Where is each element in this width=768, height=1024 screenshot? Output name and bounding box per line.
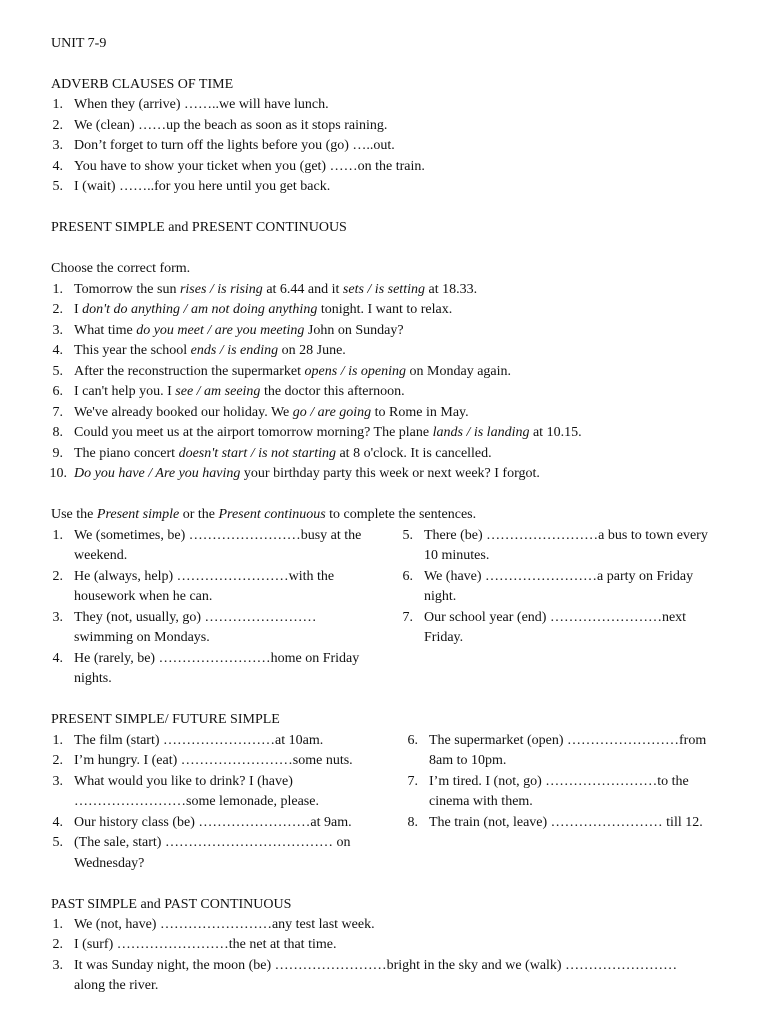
item-text: The train (not, leave) …………………… till 12. xyxy=(429,815,703,830)
item-text: We (have) ……………………a party on Friday xyxy=(424,569,694,584)
item-text: What time do you meet / are you meeting John on Sunday? xyxy=(74,323,404,338)
item-text: We (sometimes, be) ……………………busy at the xyxy=(74,528,362,543)
item-number: 6. xyxy=(52,384,63,399)
choice-text: opens / is opening xyxy=(304,364,407,379)
item-number: 3. xyxy=(52,138,63,153)
item-number: 5. xyxy=(402,528,413,543)
item-text-cont: along the river. xyxy=(74,978,159,993)
item-text: The piano concert doesn't start / is not starting at 8 o'clock. It is cancelled. xyxy=(74,446,492,461)
item-number: 2. xyxy=(52,937,63,952)
choice-text: do you meet / are you meeting xyxy=(136,323,305,338)
section-heading-present-simple-continuous: PRESENT SIMPLE and PRESENT CONTINUOUS xyxy=(51,220,347,235)
item-text-cont: nights. xyxy=(74,671,112,686)
item-number: 4. xyxy=(52,159,63,174)
item-text-cont: cinema with them. xyxy=(429,794,533,809)
choice-text: don't do anything / am not doing anything xyxy=(82,302,318,317)
item-text: The supermarket (open) ……………………from xyxy=(429,733,707,748)
instruction-choose: Choose the correct form. xyxy=(51,261,191,276)
item-number: 6. xyxy=(402,569,413,584)
item-number: 5. xyxy=(52,364,63,379)
item-number: 7. xyxy=(52,405,63,420)
item-number: 1. xyxy=(52,282,63,297)
item-text: It was Sunday night, the moon (be) ……………………bright in the sky and we (walk) …………………… xyxy=(74,958,678,973)
choice-text: rises / is rising xyxy=(179,282,263,297)
item-number: 8. xyxy=(52,425,63,440)
item-text: Tomorrow the sun rises / is rising at 6.44 and it sets / is setting at 18.33. xyxy=(74,282,478,297)
item-number: 5. xyxy=(52,835,63,850)
item-number: 4. xyxy=(52,343,63,358)
item-text: I (surf) ……………………the net at that time. xyxy=(74,937,337,952)
choice-text: lands / is landing xyxy=(432,425,530,440)
choice-text: sets / is setting xyxy=(342,282,425,297)
item-text: Could you meet us at the airport tomorrow morning? The plane lands / is landing at 10.15. xyxy=(74,425,582,440)
item-text: After the reconstruction the supermarket opens / is opening on Monday again. xyxy=(74,364,512,379)
item-text-cont: 8am to 10pm. xyxy=(429,753,507,768)
item-text: Don’t forget to turn off the lights before you (go) …..out. xyxy=(74,138,395,153)
item-text: I’m hungry. I (eat) ……………………some nuts. xyxy=(74,753,353,768)
item-number: 7. xyxy=(407,774,418,789)
item-number: 4. xyxy=(52,815,63,830)
choice-text: see / am seeing xyxy=(175,384,261,399)
choice-text: Do you have / Are you having xyxy=(74,466,241,481)
item-number: 3. xyxy=(52,610,63,625)
item-number: 1. xyxy=(52,733,63,748)
item-text: There (be) ……………………a bus to town every xyxy=(424,528,708,543)
item-text: They (not, usually, go) …………………… xyxy=(74,610,317,625)
item-number: 1. xyxy=(52,528,63,543)
item-text-cont: Wednesday? xyxy=(74,856,145,871)
item-number: 2. xyxy=(52,753,63,768)
item-text: We (clean) ……up the beach as soon as it stops raining. xyxy=(74,118,388,133)
item-number: 9. xyxy=(52,446,63,461)
section-heading-adverb-clauses: ADVERB CLAUSES OF TIME xyxy=(51,77,234,92)
item-text-cont: housework when he can. xyxy=(74,589,213,604)
item-number: 2. xyxy=(52,302,63,317)
item-number: 1. xyxy=(52,917,63,932)
item-text: You have to show your ticket when you (get) ……on the train. xyxy=(74,159,425,174)
item-text-cont: 10 minutes. xyxy=(424,548,490,563)
item-number: 4. xyxy=(52,651,63,666)
item-number: 10. xyxy=(49,466,67,481)
item-text: This year the school ends / is ending on 28 June. xyxy=(74,343,346,358)
item-number: 8. xyxy=(407,815,418,830)
item-text: We've already booked our holiday. We go / are going to Rome in May. xyxy=(74,405,469,420)
item-text-cont: Friday. xyxy=(424,630,464,645)
item-number: 3. xyxy=(52,323,63,338)
item-text: We (not, have) ……………………any test last week. xyxy=(74,917,375,932)
item-number: 1. xyxy=(52,97,63,112)
item-text: He (always, help) ……………………with the xyxy=(74,569,335,584)
item-text: I’m tired. I (not, go) ……………………to the xyxy=(429,774,689,789)
item-text-cont: swimming on Mondays. xyxy=(74,630,210,645)
item-text: (The sale, start) ……………………………… on xyxy=(74,835,351,850)
item-text-cont: night. xyxy=(424,589,457,604)
item-text: I (wait) ……..for you here until you get back. xyxy=(74,179,331,194)
item-text: He (rarely, be) ……………………home on Friday xyxy=(74,651,360,666)
section-heading-present-future: PRESENT SIMPLE/ FUTURE SIMPLE xyxy=(51,712,280,727)
section-heading-past-simple-continuous: PAST SIMPLE and PAST CONTINUOUS xyxy=(51,897,292,912)
item-text: Our history class (be) ……………………at 9am. xyxy=(74,815,352,830)
item-text: I don't do anything / am not doing anything tonight. I want to relax. xyxy=(74,302,453,317)
item-number: 3. xyxy=(52,958,63,973)
item-text: Do you have / Are you having your birthday party this week or next week? I forgot. xyxy=(74,466,540,481)
item-number: 2. xyxy=(52,118,63,133)
item-text: I can't help you. I see / am seeing the doctor this afternoon. xyxy=(74,384,405,399)
item-text: Our school year (end) ……………………next xyxy=(424,610,687,625)
item-text: The film (start) ……………………at 10am. xyxy=(74,733,324,748)
instruction-use-present: Use the Present simple or the Present continuous to complete the sentences. xyxy=(51,507,477,522)
unit-title: UNIT 7-9 xyxy=(51,36,107,51)
item-number: 5. xyxy=(52,179,63,194)
item-text: When they (arrive) ……..we will have lunch. xyxy=(74,97,329,112)
choice-text: doesn't start / is not starting xyxy=(178,446,336,461)
item-number: 7. xyxy=(402,610,413,625)
item-text-cont: weekend. xyxy=(74,548,128,563)
item-number: 3. xyxy=(52,774,63,789)
item-number: 6. xyxy=(407,733,418,748)
item-text-cont: ……………………some lemonade, please. xyxy=(74,794,319,809)
choice-text: go / are going xyxy=(292,405,372,420)
choice-text: ends / is ending xyxy=(190,343,279,358)
item-number: 2. xyxy=(52,569,63,584)
item-text: What would you like to drink? I (have) xyxy=(74,774,293,789)
